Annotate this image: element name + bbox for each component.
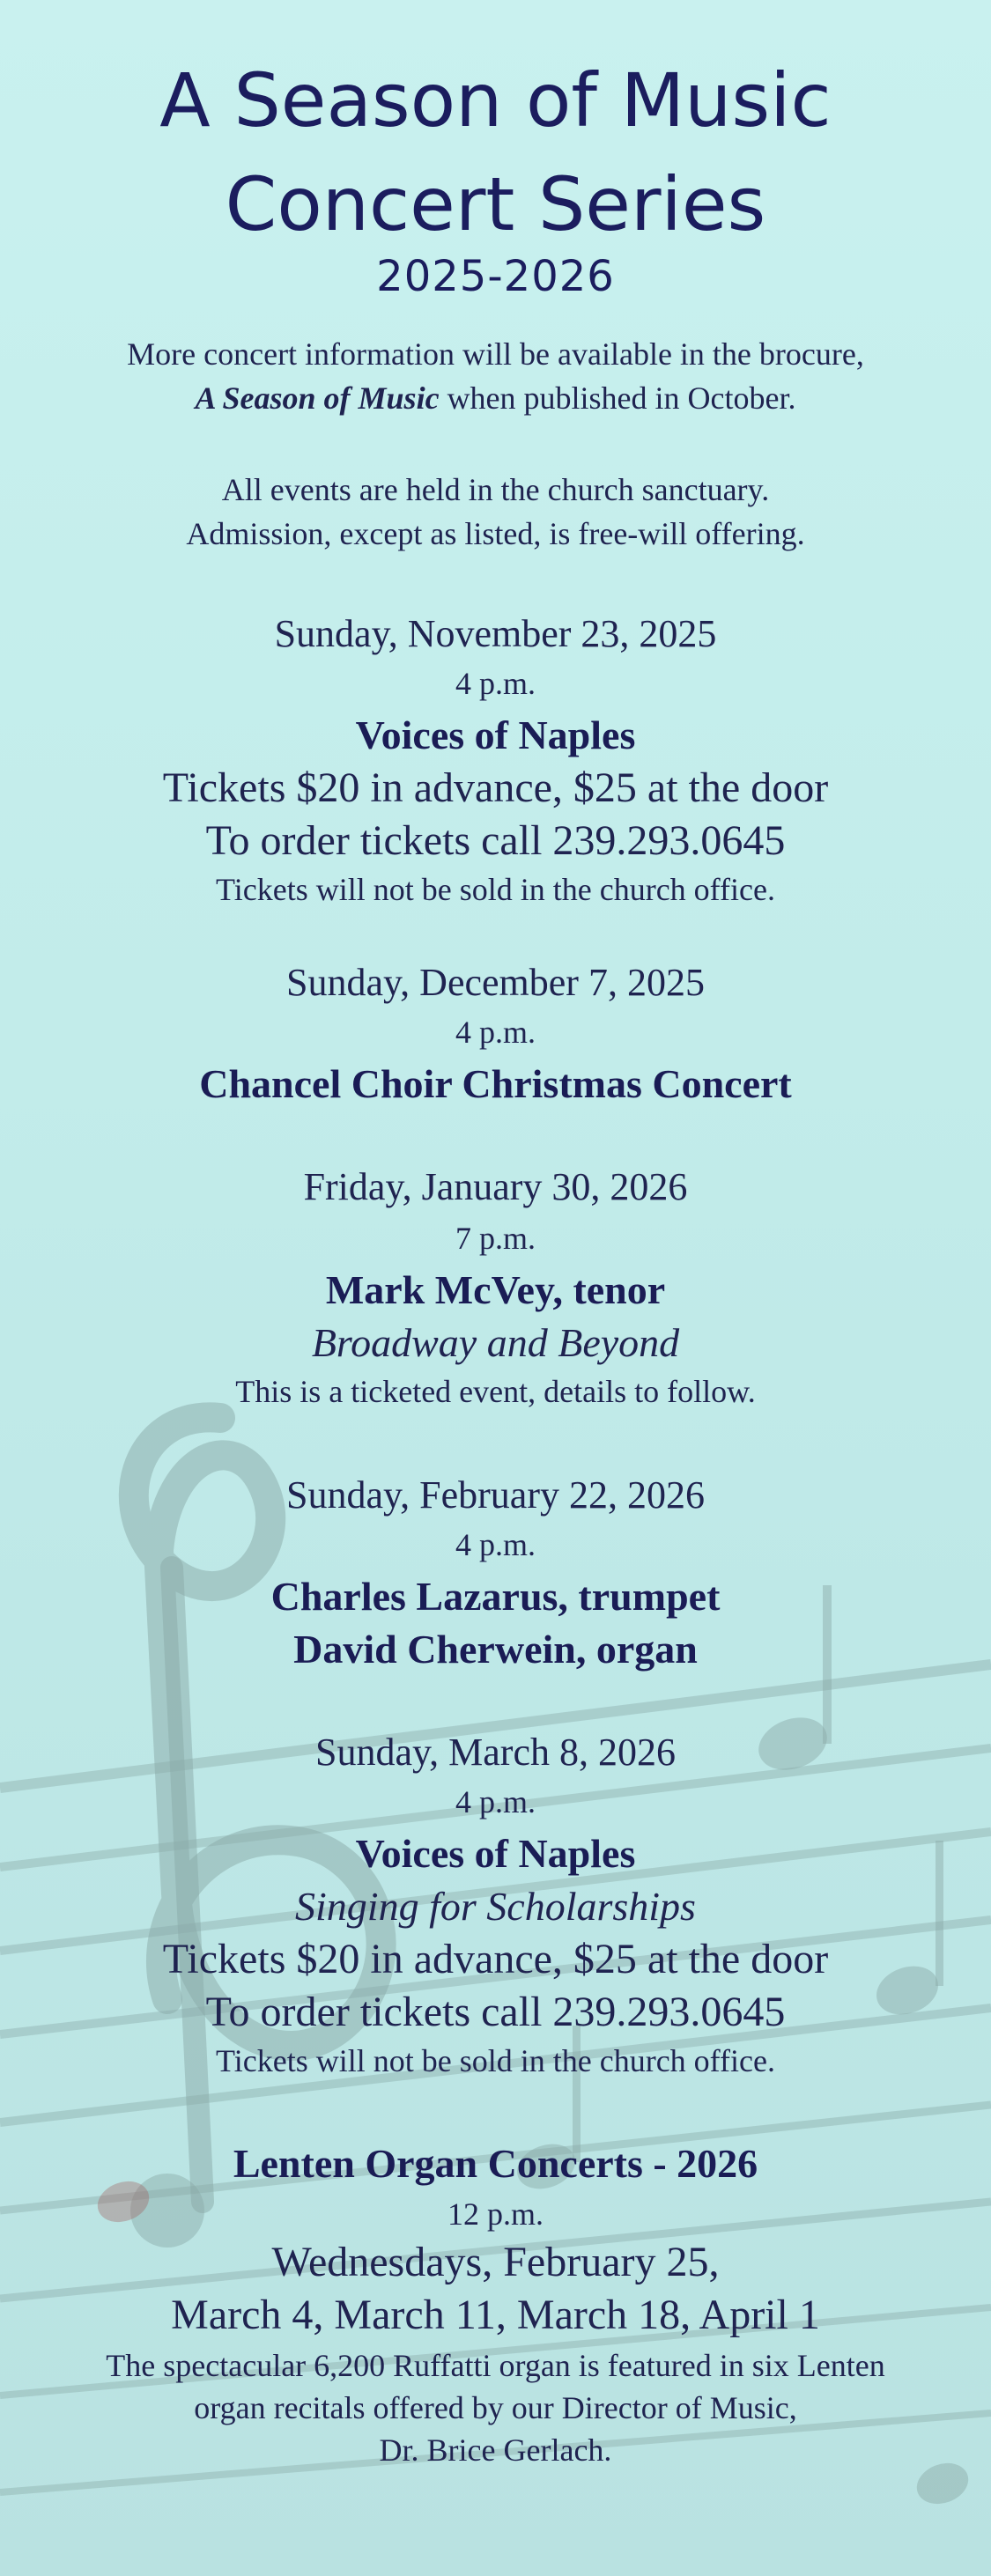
event-3-title: Mark McVey, tenor [325,1267,666,1312]
event-6-time: 12 p.m. [447,2196,544,2232]
brochure-title: A Season of Music [195,380,440,416]
event-5-order: To order tickets call 239.293.0645 [205,1989,786,2035]
event-1-date: Sunday, November 23, 2025 [274,612,717,655]
page-title-line1: A Season of Music [159,57,832,144]
event-2-time: 4 p.m. [455,1015,536,1050]
event-2-title: Chancel Choir Christmas Concert [199,1061,792,1106]
event-6-desc-line-1: The spectacular 6,200 Ruffatti organ is featured in six Lenten [106,2348,885,2383]
event-5-tickets: Tickets $20 in advance, $25 at the door [162,1936,829,1982]
event-6-desc-line-3: Dr. Brice Gerlach. [379,2432,612,2468]
intro-line-2-rest: when published in October. [439,380,796,416]
event-4-title-2: David Cherwein, organ [293,1627,698,1672]
page-title-line2: Concert Series [225,161,766,247]
event-3-note: This is a ticketed event, details to follow. [235,1374,756,1409]
event-5-date: Sunday, March 8, 2026 [315,1731,676,1774]
intro-line-3: All events are held in the church sanctuary. [221,472,770,507]
event-4-date: Sunday, February 22, 2026 [286,1473,705,1517]
event-6-desc-line-2: organ recitals offered by our Director of Music, [194,2390,797,2425]
event-2-date: Sunday, December 7, 2025 [286,961,705,1004]
intro-line-4: Admission, except as listed, is free-will offering. [186,516,805,551]
event-1-order: To order tickets call 239.293.0645 [205,817,786,864]
event-6-dates-line-1: Wednesdays, February 25, [271,2239,720,2285]
event-5-subtitle: Singing for Scholarships [295,1884,696,1929]
event-3-time: 7 p.m. [455,1221,536,1256]
event-3-subtitle: Broadway and Beyond [311,1320,680,1365]
event-1-title: Voices of Naples [355,712,636,757]
event-4-time: 4 p.m. [455,1527,536,1562]
event-4-title: Charles Lazarus, trumpet [270,1574,721,1619]
intro-line-1: More concert information will be available in the brocure, [127,336,864,372]
event-1-note: Tickets will not be sold in the church office. [216,872,775,907]
event-6-dates-line-2: March 4, March 11, March 18, April 1 [171,2292,820,2338]
event-1-time: 4 p.m. [455,666,536,701]
intro-line-2 [0,377,991,419]
event-1-tickets: Tickets $20 in advance, $25 at the door [162,764,829,811]
event-5-time: 4 p.m. [455,1784,536,1819]
event-5-note: Tickets will not be sold in the church office. [216,2043,775,2078]
season-years: 2025-2026 [376,252,615,301]
event-3-date: Friday, January 30, 2026 [303,1165,688,1208]
event-5-title: Voices of Naples [355,1831,636,1876]
event-6-title: Lenten Organ Concerts - 2026 [233,2141,758,2186]
